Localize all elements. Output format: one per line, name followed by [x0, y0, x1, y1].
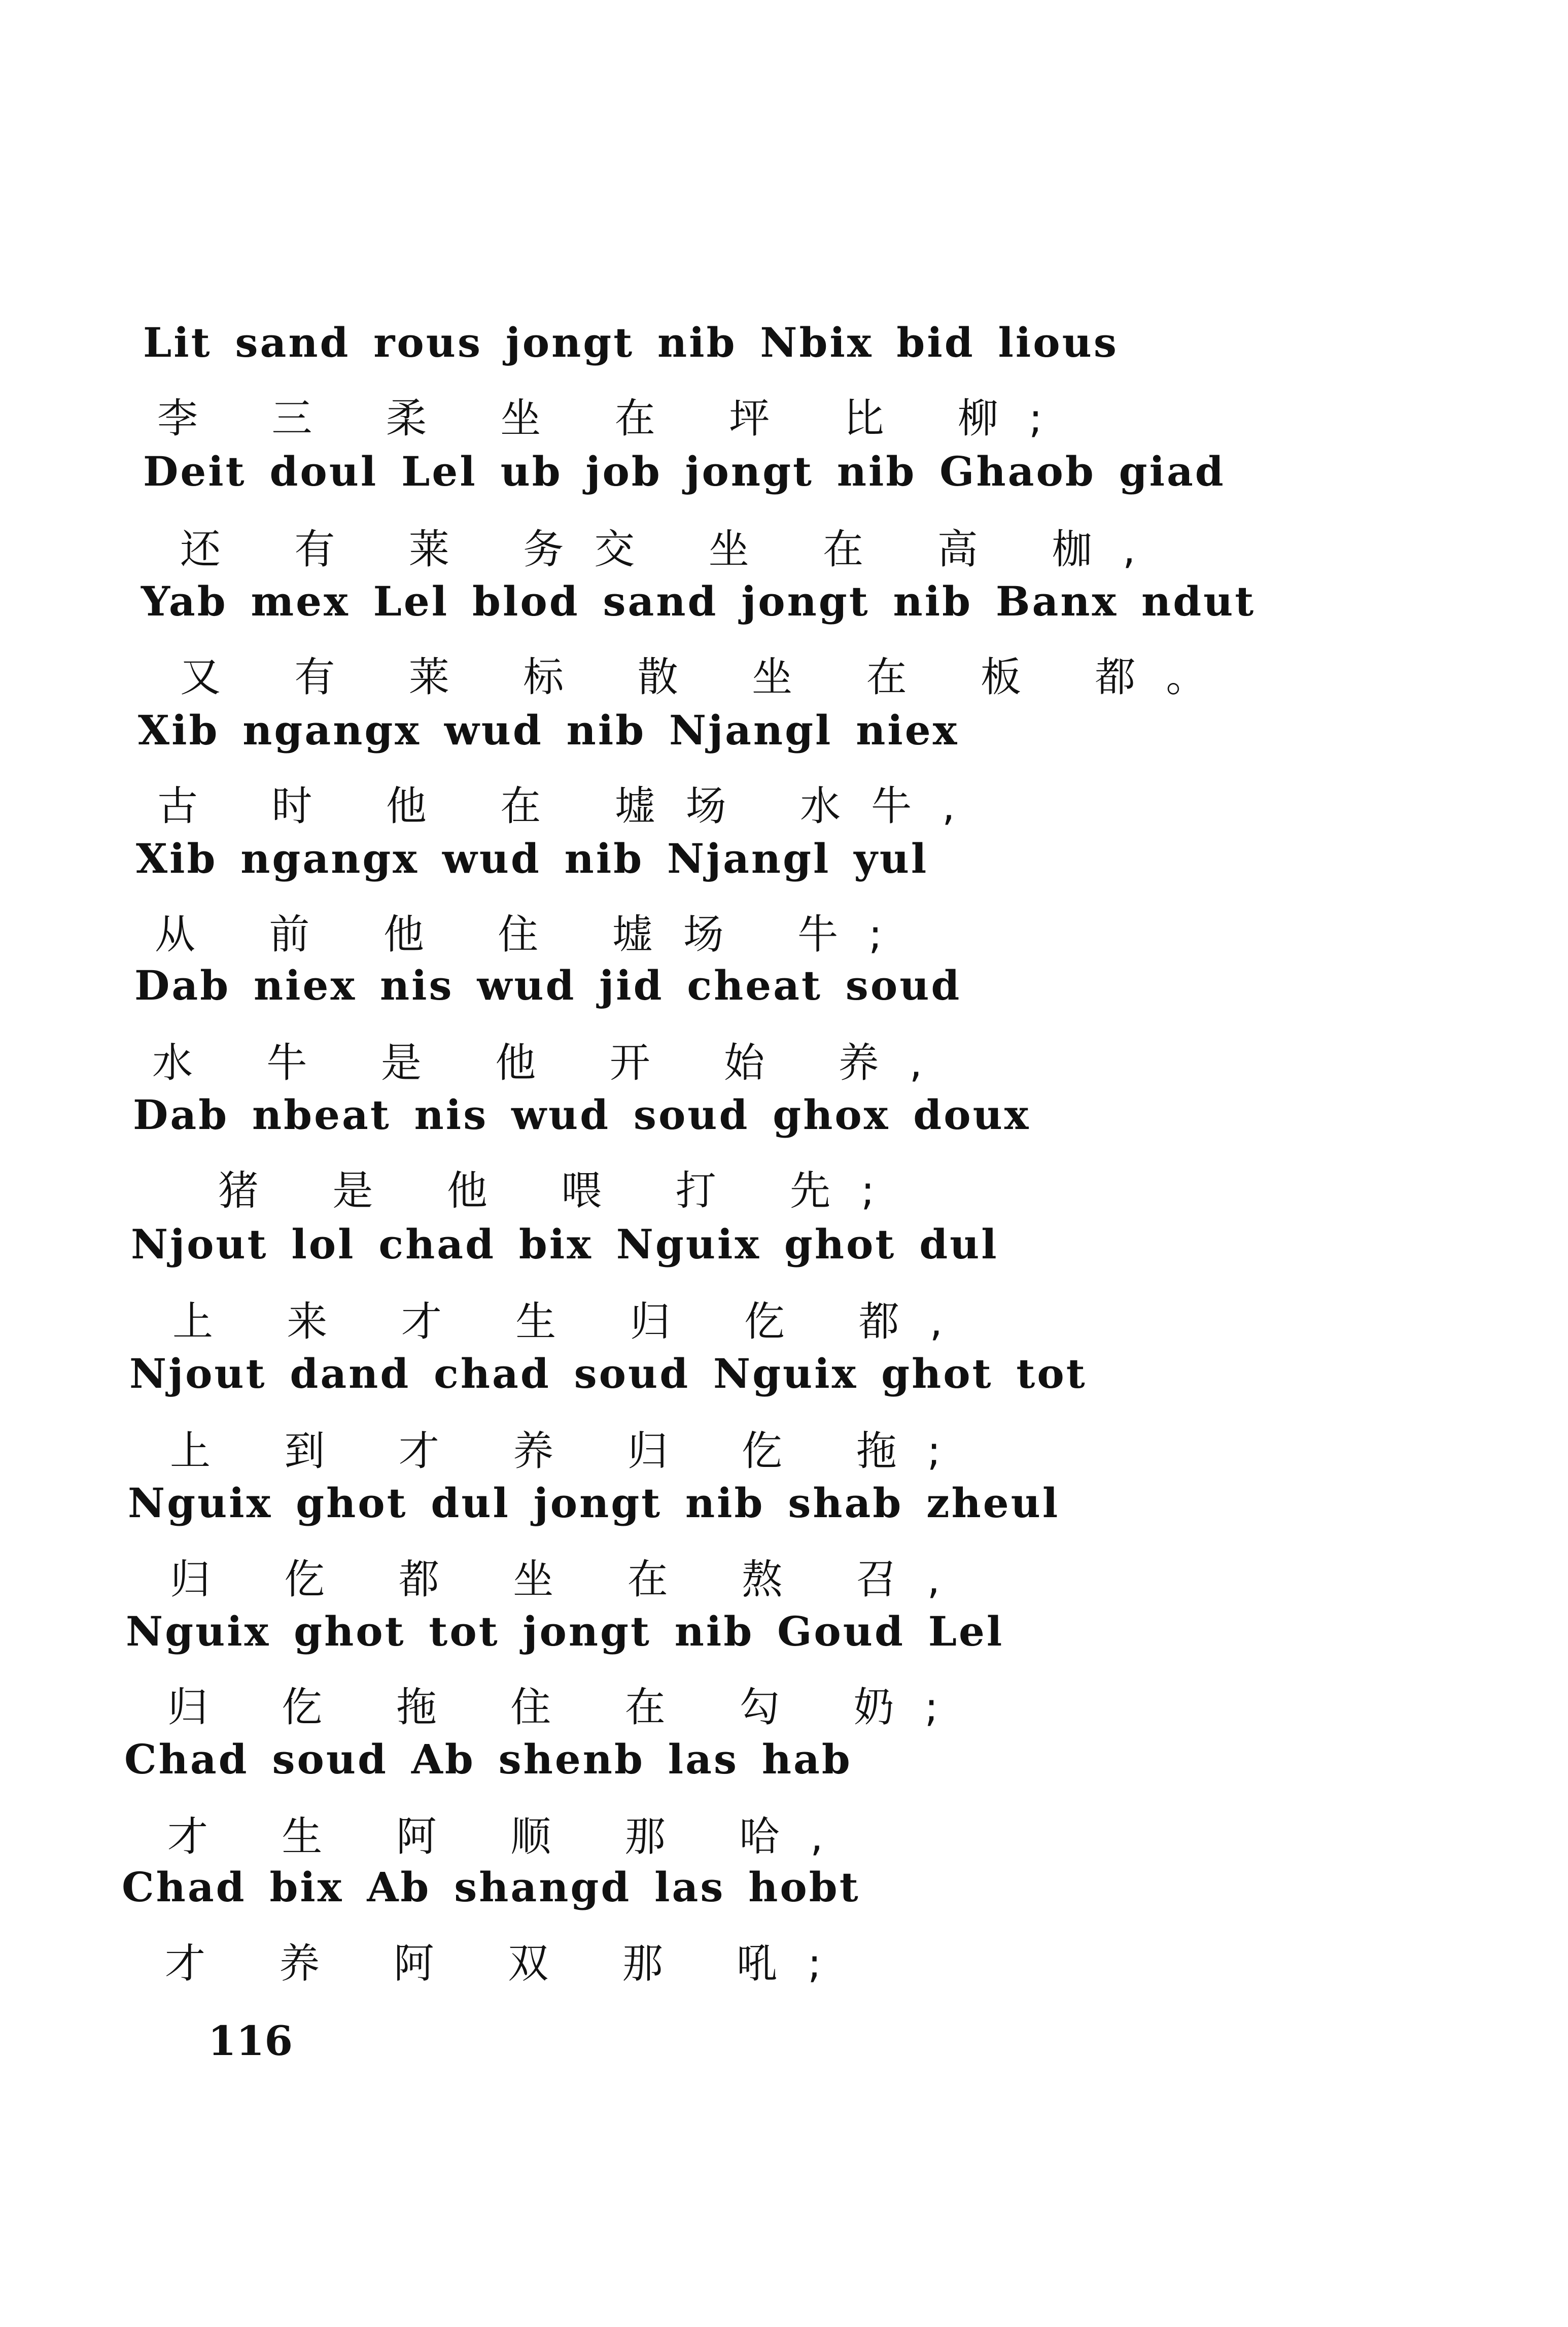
chinese-gloss-line: 上 到 才 养 归 仡 拖;	[170, 1427, 971, 1475]
romanized-line: Lit sand rous jongt nib Nbix bid lious	[143, 319, 1119, 366]
chinese-gloss-line: 才 生 阿 顺 那 哈,	[167, 1813, 854, 1860]
chinese-gloss-line: 归 仡 拖 住 在 勾 奶;	[167, 1684, 969, 1731]
chinese-gloss-line: 上 来 才 生 归 仡 都,	[172, 1298, 973, 1345]
chinese-gloss-line: 猪 是 他 喂 打 先;	[218, 1167, 905, 1214]
romanized-line: Dab niex nis wud jid cheat soud	[134, 962, 962, 1009]
chinese-gloss-line: 李 三 柔 坐 在 坪 比 柳;	[157, 395, 1073, 442]
chinese-gloss-line: 才 养 阿 双 那 吼;	[165, 1940, 852, 1987]
romanized-line: Dab nbeat nis wud soud ghox doux	[133, 1091, 1031, 1139]
romanized-line: Deit doul Lel ub job jongt nib Ghaob giad	[143, 448, 1226, 495]
romanized-line: Nguix ghot tot jongt nib Goud Lel	[126, 1607, 1004, 1655]
romanized-line: Xib ngangx wud nib Njangl yul	[136, 835, 929, 882]
romanized-line: Nguix ghot dul jongt nib shab zheul	[128, 1479, 1060, 1527]
romanized-line: Chad soud Ab shenb las hab	[124, 1735, 852, 1783]
chinese-gloss-line: 从 前 他 住 墟场 牛;	[155, 911, 913, 958]
chinese-gloss-line: 水 牛 是 他 开 始 养,	[152, 1039, 953, 1086]
romanized-line: Xib ngangx wud nib Njangl niex	[138, 706, 959, 754]
chinese-gloss-line: 归 仡 都 坐 在 熬 召,	[170, 1556, 971, 1603]
romanized-line: Yab mex Lel blod sand jongt nib Banx ndut	[141, 577, 1256, 625]
chinese-gloss-line: 又 有 莱 标 散 坐 在 板 都。	[180, 654, 1237, 701]
romanized-line: Njout lol chad bix Nguix ghot dul	[131, 1220, 999, 1268]
romanized-line: Chad bix Ab shangd las hobt	[122, 1863, 860, 1911]
chinese-gloss-line: 古 时 他 在 墟场 水牛,	[157, 782, 986, 830]
chinese-gloss-line: 还 有 莱 务交 坐 在 高 枷,	[180, 526, 1166, 573]
page-number: 116	[208, 2017, 293, 2065]
romanized-line: Njout dand chad soud Nguix ghot tot	[129, 1350, 1087, 1397]
